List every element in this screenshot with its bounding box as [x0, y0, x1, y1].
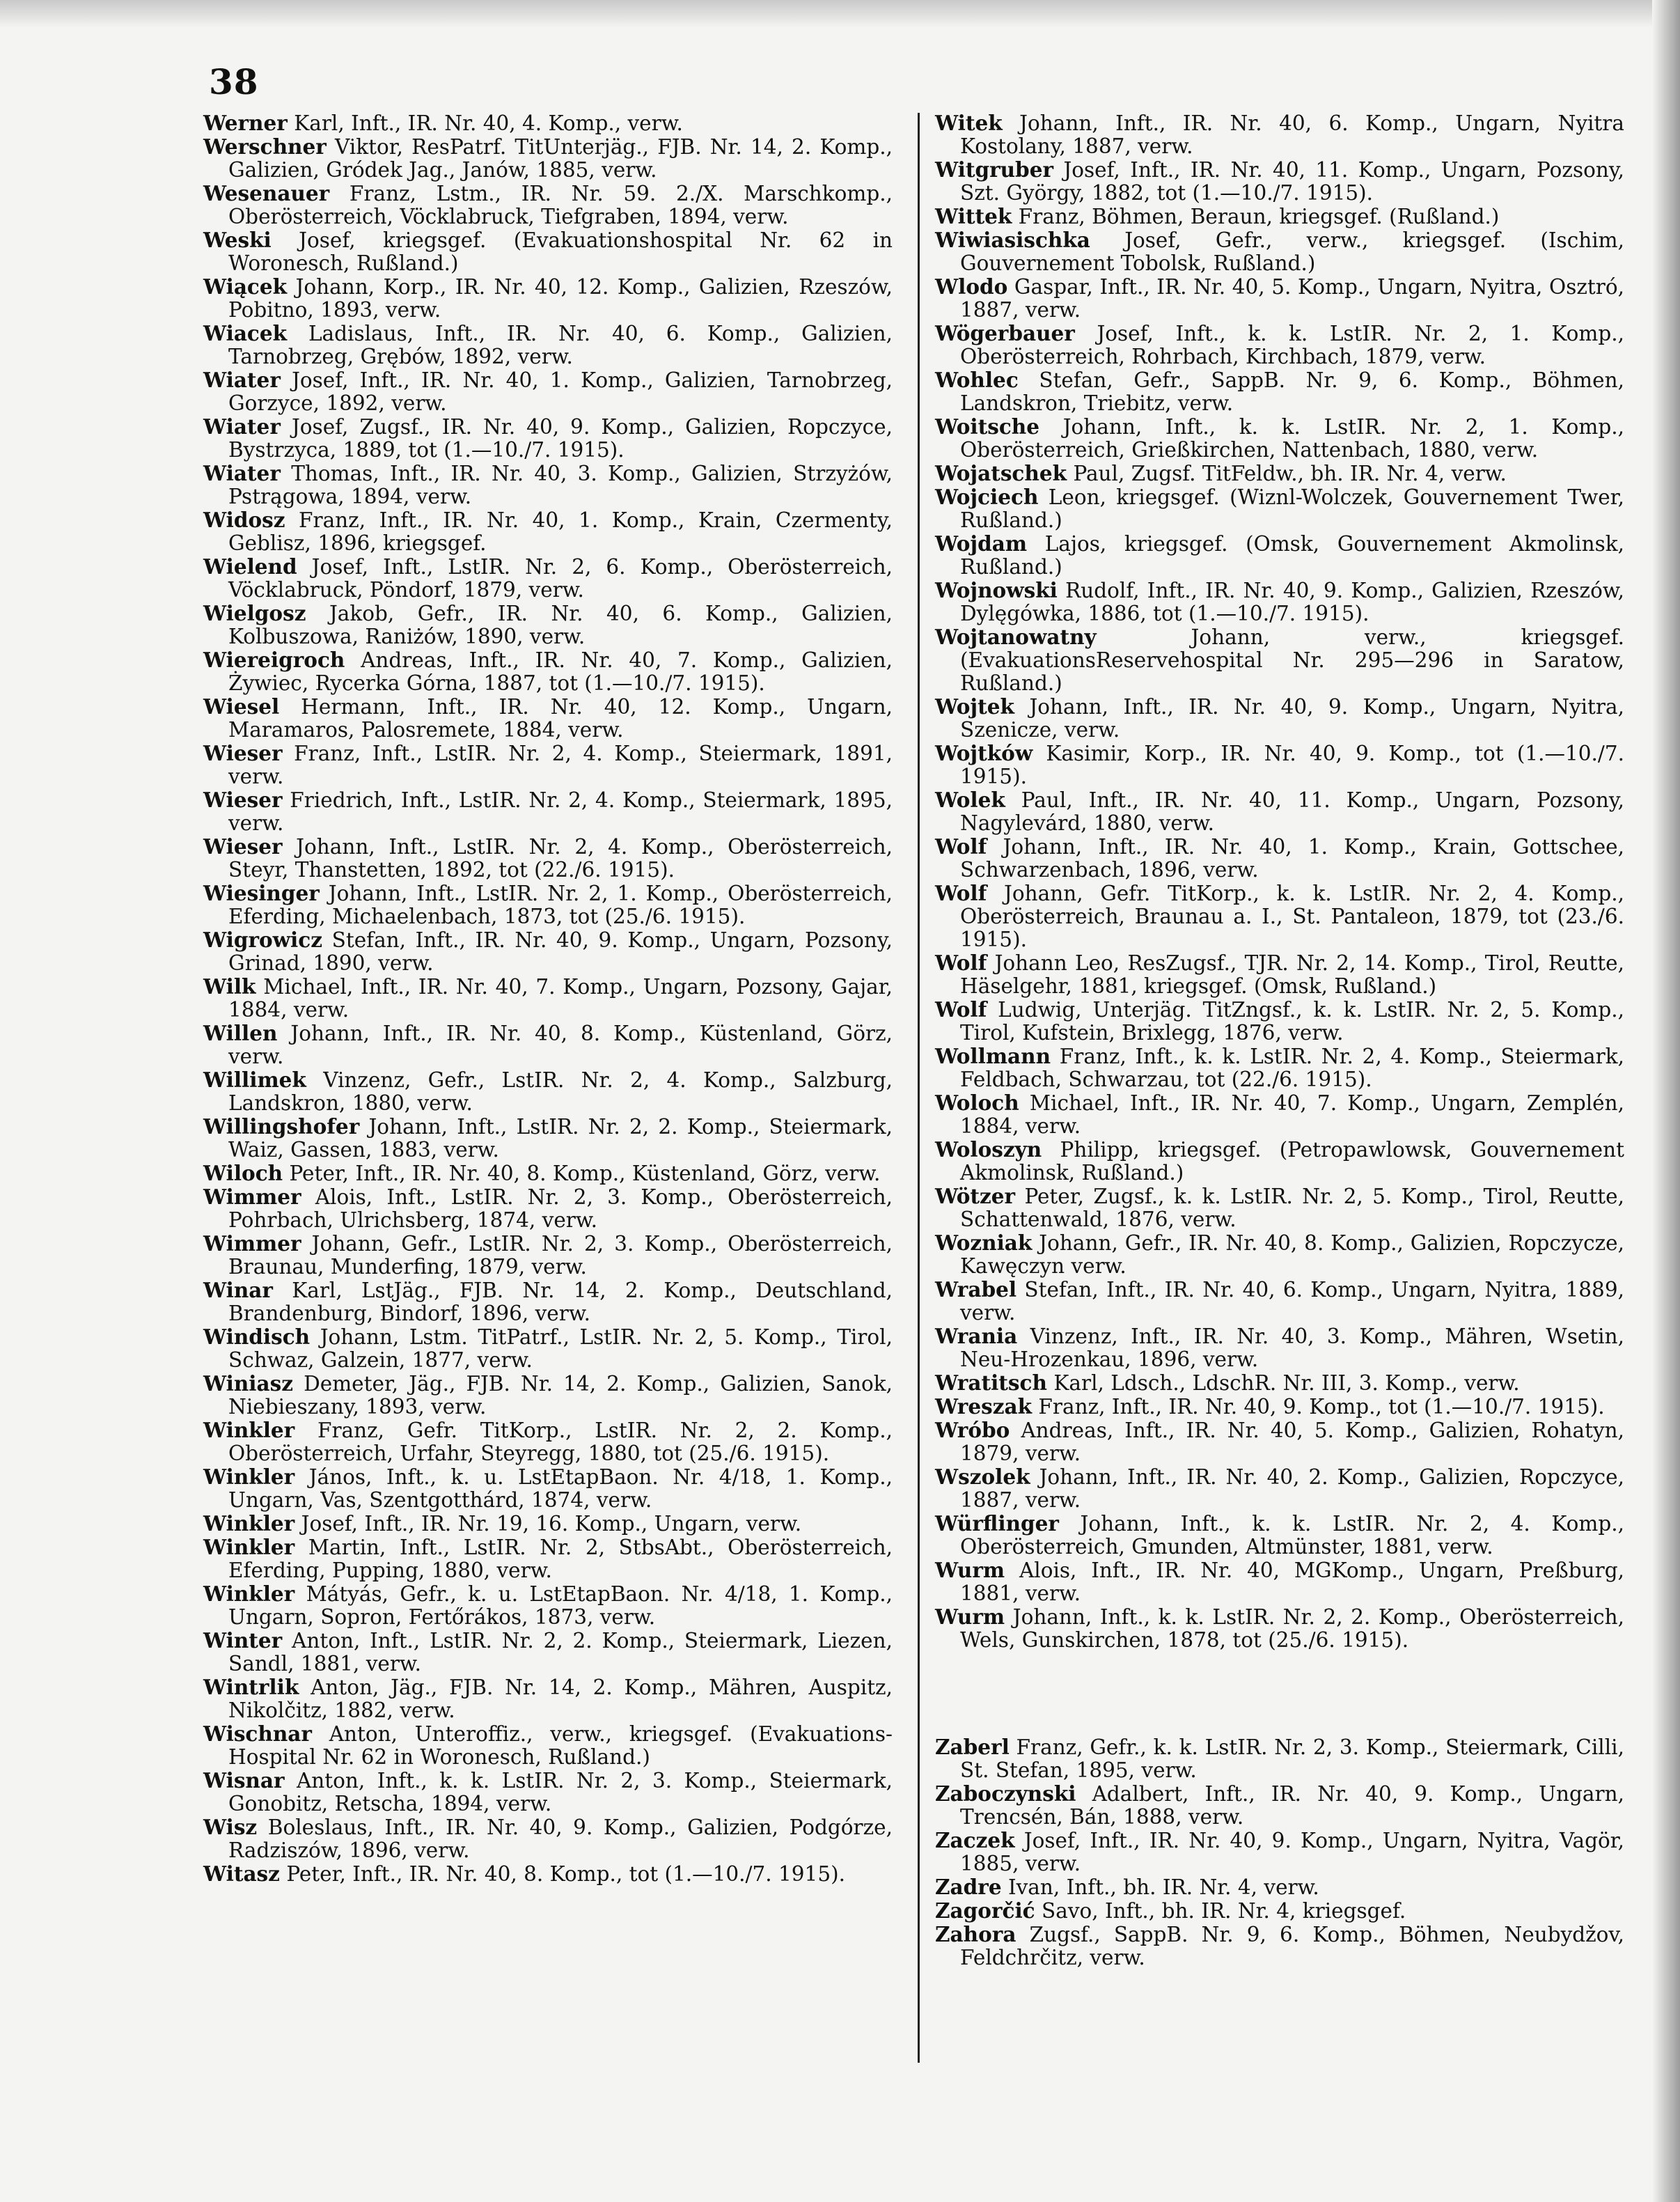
- entry-details: Philipp, kriegsgef. (Petropawlowsk, Gouvernement Akmolinsk, Rußland.): [960, 1138, 1624, 1185]
- section-gap: [935, 1652, 1624, 1735]
- entry-details: János, Inft., k. u. LstEtapBaon. Nr. 4/18, 1. Komp., Ungarn, Vas, Szentgotthárd, 1874, verw.: [228, 1465, 893, 1512]
- register-entry: [935, 695, 1624, 742]
- entry-details: Paul, Zugsf. TitFeldw., bh. IR. Nr. 4, verw.: [1073, 462, 1507, 485]
- entry-details: Josef, Inft., k. k. LstIR. Nr. 2, 1. Komp., Oberösterreich, Rohrbach, Kirchbach, 1879, verw.: [960, 322, 1624, 368]
- entry-surname: Witgruber: [935, 157, 1053, 182]
- register-entry: [203, 1465, 893, 1512]
- register-entry: [935, 228, 1624, 275]
- register-entry: [203, 1372, 893, 1419]
- entry-surname: Zaberl: [935, 1735, 1010, 1759]
- entry-surname: Wolf: [935, 951, 987, 975]
- entry-surname: Würflinger: [935, 1511, 1059, 1536]
- entry-surname: Wieser: [203, 788, 283, 812]
- register-entry: [203, 1862, 893, 1886]
- entry-surname: Wlodo: [935, 274, 1008, 299]
- entry-surname: Wojciech: [935, 485, 1039, 509]
- entry-details: Michael, Inft., IR. Nr. 40, 7. Komp., Ungarn, Zemplén, 1884, verw.: [960, 1091, 1624, 1138]
- entry-surname: Winkler: [203, 1465, 295, 1489]
- entry-surname: Windisch: [203, 1325, 311, 1349]
- entry-surname: Wimmer: [203, 1185, 301, 1209]
- entry-surname: Wielend: [203, 554, 297, 579]
- entry-surname: Woloszyn: [935, 1137, 1042, 1162]
- entry-details: Johann, Lstm. TitPatrf., LstIR. Nr. 2, 5. Komp., Tirol, Schwaz, Galzein, 1877, verw.: [228, 1325, 893, 1372]
- entry-surname: Wiater: [203, 414, 281, 439]
- register-entry: [935, 415, 1624, 462]
- entry-details: Ladislaus, Inft., IR. Nr. 40, 6. Komp., Galizien, Tarnobrzeg, Grębów, 1892, verw.: [228, 322, 893, 368]
- entry-details: Johann Leo, ResZugsf., TJR. Nr. 2, 14. Komp., Tirol, Reutte, Häselgehr, 1881, kriegsgef. (Omsk, Rußland.): [960, 951, 1624, 998]
- entry-details: Boleslaus, Inft., IR. Nr. 40, 9. Komp., Galizien, Podgórze, Radziszów, 1896, verw.: [228, 1816, 893, 1862]
- entry-surname: Wiater: [203, 368, 281, 392]
- entry-surname: Winiasz: [203, 1371, 293, 1396]
- register-entry: [203, 928, 893, 975]
- register-entry: [203, 111, 893, 135]
- register-entry: [935, 882, 1624, 951]
- register-entry: [203, 508, 893, 555]
- register-entry: [203, 1115, 893, 1162]
- register-entry: [935, 1395, 1624, 1419]
- register-entry: [935, 1735, 1624, 1782]
- register-entry: [203, 1162, 893, 1185]
- register-entry: [203, 788, 893, 835]
- entry-details: Johann, Korp., IR. Nr. 40, 12. Komp., Galizien, Rzeszów, Pobitno, 1893, verw.: [228, 275, 893, 322]
- register-entry: [203, 182, 893, 228]
- register-entry: [203, 1722, 893, 1769]
- register-entry: [935, 1923, 1624, 1969]
- entry-details: Josef, Inft., IR. Nr. 19, 16. Komp., Ungarn, verw.: [301, 1512, 802, 1536]
- entry-details: Savo, Inft., bh. IR. Nr. 4, kriegsgef.: [1042, 1899, 1406, 1923]
- register-entry: [203, 1022, 893, 1068]
- entry-surname: Wiater: [203, 461, 281, 485]
- entry-details: Jakob, Gefr., IR. Nr. 40, 6. Komp., Galizien, Kolbuszowa, Raniżów, 1890, verw.: [228, 602, 893, 648]
- register-entry: [935, 1185, 1624, 1231]
- entry-details: Johann, Inft., IR. Nr. 40, 2. Komp., Galizien, Ropczyce, 1887, verw.: [960, 1465, 1624, 1512]
- entry-details: Franz, Lstm., IR. Nr. 59. 2./X. Marschkomp., Oberösterreich, Vöcklabruck, Tiefgraben, 1894, verw.: [228, 182, 893, 228]
- entry-details: Johann, Inft., LstIR. Nr. 2, 4. Komp., Oberösterreich, Steyr, Thanstetten, 1892, tot (22./6. 1915).: [228, 835, 893, 882]
- entry-details: Johann, Inft., LstIR. Nr. 2, 1. Komp., Oberösterreich, Eferding, Michaelenbach, 1873, tot (25./6. 1915).: [228, 882, 893, 928]
- entry-details: Alois, Inft., IR. Nr. 40, MGKomp., Ungarn, Preßburg, 1881, verw.: [960, 1559, 1624, 1605]
- register-entry: [203, 555, 893, 602]
- register-entry: [935, 998, 1624, 1045]
- entry-details: Karl, Inft., IR. Nr. 40, 4. Komp., verw.: [294, 111, 683, 135]
- entry-details: Peter, Inft., IR. Nr. 40, 8. Komp., Küstenland, Görz, verw.: [289, 1162, 881, 1185]
- entry-details: Franz, Inft., IR. Nr. 40, 9. Komp., tot (1.—10./7. 1915).: [1038, 1395, 1605, 1419]
- entry-details: Friedrich, Inft., LstIR. Nr. 2, 4. Komp., Steiermark, 1895, verw.: [228, 788, 893, 835]
- entry-surname: Wisnar: [203, 1768, 285, 1793]
- register-entry: [935, 205, 1624, 228]
- register-entry: [935, 111, 1624, 158]
- register-entry: [203, 135, 893, 182]
- register-entry: [203, 695, 893, 742]
- register-entry: [203, 835, 893, 882]
- entry-details: Josef, Zugsf., IR. Nr. 40, 9. Komp., Galizien, Ropczyce, Bystrzyca, 1889, tot (1.—10./7. 1915).: [228, 415, 893, 462]
- entry-surname: Wesenauer: [203, 181, 330, 205]
- register-entry: [935, 1829, 1624, 1875]
- register-entry: [935, 1559, 1624, 1605]
- entry-details: Johann, Inft., IR. Nr. 40, 9. Komp., Ungarn, Nyitra, Szenicze, verw.: [960, 695, 1624, 742]
- register-entry: [203, 1582, 893, 1629]
- entry-details: Hermann, Inft., IR. Nr. 40, 12. Komp., Ungarn, Maramaros, Palosremete, 1884, verw.: [228, 695, 893, 742]
- entry-surname: Wolek: [935, 788, 1005, 812]
- entry-details: Zugsf., SappB. Nr. 9, 6. Komp., Böhmen, Neubydžov, Feldchrčitz, verw.: [960, 1923, 1624, 1969]
- entry-details: Stefan, Gefr., SappB. Nr. 9, 6. Komp., Böhmen, Landskron, Triebitz, verw.: [960, 368, 1624, 415]
- entry-surname: Zadre: [935, 1875, 1002, 1899]
- entry-surname: Wischnar: [203, 1721, 312, 1746]
- register-entry: [935, 1045, 1624, 1091]
- entry-details: Demeter, Jäg., FJB. Nr. 14, 2. Komp., Galizien, Sanok, Niebieszany, 1893, verw.: [228, 1372, 893, 1419]
- entry-details: Josef, kriegsgef. (Evakuationshospital Nr. 62 in Woronesch, Rußland.): [228, 228, 893, 275]
- register-entry: [203, 462, 893, 508]
- entry-details: Vinzenz, Gefr., LstIR. Nr. 2, 4. Komp., Salzburg, Landskron, 1880, verw.: [228, 1068, 893, 1115]
- register-entry: [935, 1465, 1624, 1512]
- register-entry: [935, 788, 1624, 835]
- entry-surname: Wratitsch: [935, 1371, 1047, 1395]
- register-entry: [203, 415, 893, 462]
- entry-surname: Wolf: [935, 997, 987, 1022]
- register-entry: [203, 1419, 893, 1465]
- register-entry: [203, 1232, 893, 1279]
- entry-surname: Wohlec: [935, 368, 1019, 392]
- entry-surname: Witek: [935, 111, 1003, 135]
- entry-details: Johann, Inft., k. k. LstIR. Nr. 2, 4. Komp., Oberösterreich, Gmunden, Altmünster, 1881, verw.: [960, 1512, 1624, 1559]
- entry-surname: Zahora: [935, 1922, 1016, 1946]
- entry-details: Franz, Gefr., k. k. LstIR. Nr. 2, 3. Komp., Steiermark, Cilli, St. Stefan, 1895, verw.: [960, 1735, 1624, 1782]
- entry-details: Ivan, Inft., bh. IR. Nr. 4, verw.: [1007, 1875, 1319, 1899]
- entry-surname: Wiwiasischka: [935, 228, 1090, 252]
- register-entry: [203, 648, 893, 695]
- register-entry: [203, 975, 893, 1022]
- entry-details: Johann, Inft., LstIR. Nr. 2, 2. Komp., Steiermark, Waiz, Gassen, 1883, verw.: [228, 1115, 893, 1162]
- entry-surname: Zagorčić: [935, 1898, 1035, 1923]
- entry-surname: Wiesinger: [203, 881, 320, 905]
- entry-details: Johann, Inft., IR. Nr. 40, 8. Komp., Küstenland, Görz, verw.: [228, 1022, 893, 1068]
- register-entry: [203, 1629, 893, 1676]
- entry-details: Franz, Inft., k. k. LstIR. Nr. 2, 4. Komp., Steiermark, Feldbach, Schwarzau, tot (22./6. 1915).: [960, 1045, 1624, 1091]
- entry-surname: Zaczek: [935, 1828, 1015, 1852]
- register-entry: [203, 602, 893, 648]
- entry-surname: Willen: [203, 1021, 278, 1045]
- entry-surname: Wögerbauer: [935, 321, 1075, 345]
- register-entry: [203, 1676, 893, 1722]
- register-entry: [935, 368, 1624, 415]
- register-entry: [203, 882, 893, 928]
- page-shadow-right: [1652, 0, 1680, 2202]
- entry-details: Martin, Inft., LstIR. Nr. 2, StbsAbt., Oberösterreich, Eferding, Pupping, 1880, verw.: [228, 1536, 893, 1582]
- entry-surname: Wreszak: [935, 1394, 1033, 1419]
- entry-details: Johann, Gefr., IR. Nr. 40, 8. Komp., Galizien, Ropczycze, Kawęczyn verw.: [960, 1231, 1624, 1278]
- entry-details: Peter, Inft., IR. Nr. 40, 8. Komp., tot (1.—10./7. 1915).: [286, 1862, 845, 1886]
- register-entry: [935, 951, 1624, 998]
- entry-surname: Wieser: [203, 741, 283, 765]
- entry-details: Rudolf, Inft., IR. Nr. 40, 9. Komp., Galizien, Rzeszów, Dylęgówka, 1886, tot (1.—10./7. 1915).: [960, 579, 1624, 625]
- page-number: 38: [209, 61, 259, 102]
- entry-details: Paul, Inft., IR. Nr. 40, 11. Komp., Ungarn, Pozsony, Nagylevárd, 1880, verw.: [960, 788, 1624, 835]
- entry-surname: Wróbo: [935, 1418, 1010, 1442]
- entry-surname: Winkler: [203, 1535, 295, 1559]
- register-entry: [203, 228, 893, 275]
- entry-details: Ludwig, Unterjäg. TitZngsf., k. k. LstIR. Nr. 2, 5. Komp., Tirol, Kufstein, Brixlegg, 1876, verw.: [960, 998, 1624, 1045]
- register-entry: [935, 1605, 1624, 1652]
- entry-details: Leon, kriegsgef. (Wiznl-Wolczek, Gouvernement Twer, Rußland.): [960, 485, 1624, 532]
- entry-details: Andreas, Inft., IR. Nr. 40, 5. Komp., Galizien, Rohatyn, 1879, verw.: [960, 1419, 1624, 1465]
- register-entry: [203, 742, 893, 788]
- entry-surname: Wszolek: [935, 1465, 1030, 1489]
- entry-details: Anton, Unteroffiz., verw., kriegsgef. (Evakuations-Hospital Nr. 62 in Woronesch, Rußland.): [228, 1722, 893, 1769]
- entry-details: Franz, Inft., IR. Nr. 40, 1. Komp., Krain, Czermenty, Geblisz, 1896, kriegsgef.: [228, 508, 893, 555]
- entry-details: Michael, Inft., IR. Nr. 40, 7. Komp., Ungarn, Pozsony, Gajar, 1884, verw.: [228, 975, 893, 1022]
- register-entry: [203, 1536, 893, 1582]
- entry-details: Gaspar, Inft., IR. Nr. 40, 5. Komp., Ungarn, Nyitra, Osztró, 1887, verw.: [960, 275, 1624, 322]
- right-column: [935, 111, 1624, 1969]
- entry-surname: Wielgosz: [203, 601, 306, 625]
- entry-details: Johann, Inft., k. k. LstIR. Nr. 2, 2. Komp., Oberösterreich, Wels, Gunskirchen, 1878, tot (25./6. 1915).: [960, 1605, 1624, 1652]
- entry-surname: Werner: [203, 111, 288, 135]
- entry-surname: Wrania: [935, 1324, 1018, 1348]
- entry-details: Johann, Inft., IR. Nr. 40, 1. Komp., Krain, Gottschee, Schwarzenbach, 1896, verw.: [960, 835, 1624, 882]
- entry-surname: Wiącek: [203, 274, 288, 299]
- entry-surname: Widosz: [203, 508, 285, 532]
- entry-surname: Wolf: [935, 881, 987, 905]
- entry-surname: Witasz: [203, 1861, 280, 1886]
- entry-details: Josef, Inft., IR. Nr. 40, 11. Komp., Ungarn, Pozsony, Szt. György, 1882, tot (1.—10./7. 1915).: [960, 158, 1624, 205]
- entry-surname: Wötzer: [935, 1184, 1016, 1208]
- register-entry: [935, 1782, 1624, 1829]
- entry-surname: Wurm: [935, 1558, 1005, 1582]
- entry-details: Karl, Ldsch., LdschR. Nr. III, 3. Komp., verw.: [1053, 1371, 1520, 1395]
- entry-surname: Wojatschek: [935, 461, 1067, 485]
- entry-details: Franz, Gefr. TitKorp., LstIR. Nr. 2, 2. Komp., Oberösterreich, Urfahr, Steyregg, 1880, tot (25./6. 1915).: [228, 1419, 893, 1465]
- entry-surname: Winkler: [203, 1582, 295, 1606]
- register-entry: [203, 368, 893, 415]
- register-entry: [203, 275, 893, 322]
- entry-details: Thomas, Inft., IR. Nr. 40, 3. Komp., Galizien, Strzyżów, Pstrągowa, 1894, verw.: [228, 462, 893, 508]
- entry-surname: Wigrowicz: [203, 928, 322, 952]
- register-entry: [935, 322, 1624, 368]
- entry-surname: Winkler: [203, 1511, 295, 1536]
- entry-details: Franz, Inft., LstIR. Nr. 2, 4. Komp., Steiermark, 1891, verw.: [228, 742, 893, 788]
- register-entry: [935, 1512, 1624, 1559]
- entry-surname: Zaboczynski: [935, 1781, 1076, 1806]
- entry-surname: Winkler: [203, 1418, 295, 1442]
- register-entry: [203, 322, 893, 368]
- register-entry: [935, 835, 1624, 882]
- entry-surname: Wisz: [203, 1815, 258, 1839]
- entry-details: Johann, Gefr. TitKorp., k. k. LstIR. Nr. 2, 4. Komp., Oberösterreich, Braunau a. I., St. Pantaleon, 1879, tot (23./6. 1915).: [960, 882, 1624, 951]
- entry-details: Kasimir, Korp., IR. Nr. 40, 9. Komp., tot (1.—10./7. 1915).: [960, 742, 1624, 788]
- entry-surname: Woloch: [935, 1091, 1019, 1115]
- register-entry: [203, 1325, 893, 1372]
- register-entry: [935, 1138, 1624, 1185]
- register-entry: [935, 1091, 1624, 1138]
- register-entry: [935, 1325, 1624, 1371]
- register-entry: [935, 579, 1624, 625]
- entry-details: Franz, Böhmen, Beraun, kriegsgef. (Rußland.): [1018, 205, 1500, 228]
- entry-details: Andreas, Inft., IR. Nr. 40, 7. Komp., Galizien, Żywiec, Rycerka Górna, 1887, tot (1.—10./7. 1915).: [228, 648, 893, 695]
- entry-surname: Wiereigroch: [203, 648, 345, 672]
- entry-details: Josef, Inft., IR. Nr. 40, 9. Komp., Ungarn, Nyitra, Vagör, 1885, verw.: [960, 1829, 1624, 1875]
- entry-details: Adalbert, Inft., IR. Nr. 40, 9. Komp., Ungarn, Trencsén, Bán, 1888, verw.: [960, 1782, 1624, 1829]
- column-divider: [918, 113, 920, 2063]
- entry-details: Vinzenz, Inft., IR. Nr. 40, 3. Komp., Mähren, Wsetin, Neu-Hrozenkau, 1896, verw.: [960, 1325, 1624, 1371]
- entry-surname: Wojtków: [935, 741, 1033, 765]
- entry-details: Viktor, ResPatrf. TitUnterjäg., FJB. Nr. 14, 2. Komp., Galizien, Gródek Jag., Janów, 1885, verw.: [228, 135, 893, 182]
- entry-details: Stefan, Inft., IR. Nr. 40, 9. Komp., Ungarn, Pozsony, Grinad, 1890, verw.: [228, 928, 893, 975]
- entry-surname: Werschner: [203, 134, 327, 159]
- register-entry: [935, 158, 1624, 205]
- register-entry: [935, 462, 1624, 485]
- entry-details: Anton, Inft., LstIR. Nr. 2, 2. Komp., Steiermark, Liezen, Sandl, 1881, verw.: [228, 1629, 893, 1676]
- entry-surname: Willingshofer: [203, 1114, 360, 1139]
- register-entry: [935, 532, 1624, 579]
- register-entry: [203, 1512, 893, 1536]
- left-column: [203, 111, 893, 1886]
- entry-surname: Wiesel: [203, 694, 280, 719]
- register-entry: [935, 1899, 1624, 1923]
- register-entry: [935, 1278, 1624, 1325]
- entry-surname: Wiacek: [203, 321, 288, 345]
- page-shadow-top: [0, 0, 1680, 28]
- entry-surname: Wrabel: [935, 1277, 1017, 1302]
- register-entry: [935, 485, 1624, 532]
- entry-details: Johann, Inft., IR. Nr. 40, 6. Komp., Ungarn, Nyitra Kostolany, 1887, verw.: [960, 111, 1624, 158]
- entry-details: Peter, Zugsf., k. k. LstIR. Nr. 2, 5. Komp., Tirol, Reutte, Schattenwald, 1876, verw.: [960, 1185, 1624, 1231]
- entry-surname: Willimek: [203, 1068, 306, 1092]
- entry-details: Josef, Inft., LstIR. Nr. 2, 6. Komp., Oberösterreich, Vöcklabruck, Pöndorf, 1879, verw.: [228, 555, 893, 602]
- register-entry: [203, 1279, 893, 1325]
- entry-surname: Wojtanowatny: [935, 625, 1097, 649]
- entry-surname: Wojdam: [935, 531, 1028, 556]
- entry-surname: Winter: [203, 1628, 283, 1653]
- register-entry: [935, 742, 1624, 788]
- entry-surname: Wojnowski: [935, 578, 1058, 602]
- entry-surname: Winar: [203, 1278, 273, 1302]
- entry-surname: Wozniak: [935, 1231, 1033, 1255]
- entry-surname: Wojtek: [935, 694, 1014, 719]
- register-entry: [203, 1769, 893, 1816]
- entry-surname: Woitsche: [935, 414, 1040, 439]
- entry-details: Lajos, kriegsgef. (Omsk, Gouvernement Akmolinsk, Rußland.): [960, 532, 1624, 579]
- register-entry: [935, 1419, 1624, 1465]
- entry-details: Stefan, Inft., IR. Nr. 40, 6. Komp., Ungarn, Nyitra, 1889, verw.: [960, 1278, 1624, 1325]
- entry-surname: Wollmann: [935, 1044, 1051, 1068]
- entry-details: Josef, Inft., IR. Nr. 40, 1. Komp., Galizien, Tarnobrzeg, Gorzyce, 1892, verw.: [228, 368, 893, 415]
- entry-details: Anton, Inft., k. k. LstIR. Nr. 2, 3. Komp., Steiermark, Gonobitz, Retscha, 1894, verw.: [228, 1769, 893, 1816]
- entry-surname: Wintrlik: [203, 1675, 299, 1699]
- entry-surname: Wilk: [203, 974, 256, 999]
- entry-surname: Weski: [203, 228, 272, 252]
- register-entry: [935, 1875, 1624, 1899]
- register-entry: [935, 625, 1624, 695]
- entry-details: Alois, Inft., LstIR. Nr. 2, 3. Komp., Oberösterreich, Pohrbach, Ulrichsberg, 1874, verw.: [228, 1185, 893, 1232]
- entry-details: Josef, Gefr., verw., kriegsgef. (Ischim, Gouvernement Tobolsk, Rußland.): [960, 228, 1624, 275]
- entry-details: Johann, Gefr., LstIR. Nr. 2, 3. Komp., Oberösterreich, Braunau, Munderfing, 1879, verw.: [228, 1232, 893, 1279]
- entry-surname: Wittek: [935, 204, 1012, 228]
- entry-details: Anton, Jäg., FJB. Nr. 14, 2. Komp., Mähren, Auspitz, Nikolčitz, 1882, verw.: [228, 1676, 893, 1722]
- entry-surname: Wurm: [935, 1604, 1005, 1629]
- register-entry: [935, 1231, 1624, 1278]
- register-entry: [935, 1371, 1624, 1395]
- entry-surname: Wolf: [935, 834, 987, 859]
- entry-details: Johann, Inft., k. k. LstIR. Nr. 2, 1. Komp., Oberösterreich, Grießkirchen, Nattenbach, 1880, verw.: [960, 415, 1624, 462]
- register-entry: [203, 1068, 893, 1115]
- entry-details: Mátyás, Gefr., k. u. LstEtapBaon. Nr. 4/18, 1. Komp., Ungarn, Sopron, Fertőrákos, 1873, verw.: [228, 1582, 893, 1629]
- entry-surname: Wimmer: [203, 1231, 301, 1256]
- register-entry: [203, 1185, 893, 1232]
- entry-surname: Wieser: [203, 834, 283, 859]
- entry-details: Johann, verw., kriegsgef. (EvakuationsReservehospital Nr. 295—296 in Saratow, Rußland.): [960, 625, 1624, 695]
- register-entry: [203, 1816, 893, 1862]
- register-entry: [935, 275, 1624, 322]
- entry-details: Karl, LstJäg., FJB. Nr. 14, 2. Komp., Deutschland, Brandenburg, Bindorf, 1896, verw.: [228, 1279, 893, 1325]
- entry-surname: Wiloch: [203, 1161, 283, 1185]
